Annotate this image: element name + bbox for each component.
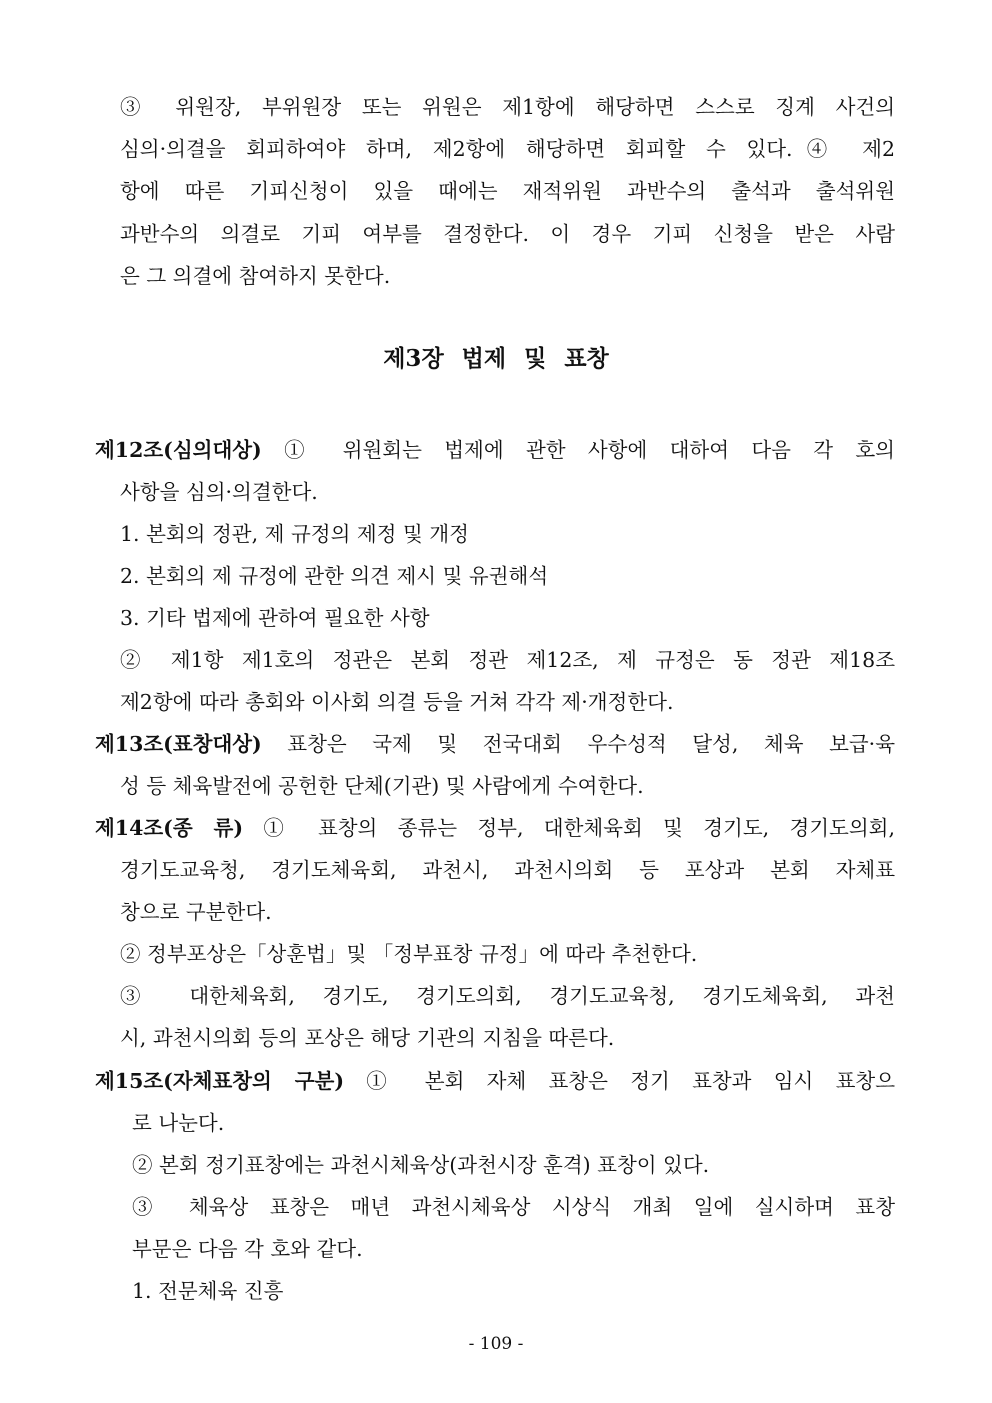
page-number: - 109 -	[468, 1334, 524, 1354]
article-13-first-line	[95, 729, 895, 759]
para-line: 심의·의결을 회피하여야 하며, 제2항에 해당하면 회피할 수 있다.④ 제2	[120, 137, 895, 161]
article-15-heading: 제15조(자체표창의 구분)	[95, 1069, 345, 1093]
article-14-line: 경기도교육청, 경기도체육회, 과천시, 과천시의회 등 포상과 본회 자체표	[120, 858, 895, 882]
article-13-heading: 제13조(표창대상)	[95, 732, 262, 756]
article-12-text: ① 위원회는 법제에 관한 사항에 대하여 다음 각 호의	[261, 438, 895, 462]
article-12-item-2: 2. 본회의 제 규정에 관한 의견 제시 및 유권해석	[120, 564, 549, 588]
article-12-item-1: 1. 본회의 정관, 제 규정의 제정 및 개정	[120, 522, 469, 546]
article-15-first-line	[95, 1066, 895, 1096]
article-12-heading: 제12조(심의대상)	[95, 438, 262, 462]
para-line: 항에 따른 기피신청이 있을 때에는 재적위원 과반수의 출석과 출석위원	[120, 179, 895, 203]
article-14-para3-line: ③ 대한체육회, 경기도, 경기도의회, 경기도교육청, 경기도체육회, 과천	[120, 984, 895, 1008]
article-15-text: ① 본회 자체 표창은 정기 표창과 임시 표창으	[344, 1069, 896, 1093]
article-15-para3-line: ③ 체육상 표창은 매년 과천시체육상 시상식 개최 일에 실시하며 표창	[132, 1195, 895, 1219]
article-15-para3-line: 부문은 다음 각 호와 같다.	[132, 1237, 363, 1261]
article-12-item-3: 3. 기타 법제에 관하여 필요한 사항	[120, 606, 430, 630]
chapter-title: 제3장 법제 및 표창	[383, 345, 609, 372]
para-line: 과반수의 의결로 기피 여부를 결정한다. 이 경우 기피 신청을 받은 사람	[120, 222, 895, 246]
article-13-text: 표창은 국제 및 전국대회 우수성적 달성, 체육 보급·육	[261, 732, 895, 756]
article-12-first-line	[95, 435, 895, 465]
article-15-line: 로 나눈다.	[132, 1111, 225, 1135]
article-14-text: ① 표창의 종류는 정부, 대한체육회 및 경기도, 경기도의회,	[243, 816, 895, 840]
article-14-para2: ② 정부포상은「상훈법」및 「정부표창 규정」에 따라 추천한다.	[120, 942, 698, 966]
article-14-first-line	[95, 813, 895, 843]
article-14-para3-line: 시, 과천시의회 등의 포상은 해당 기관의 지침을 따른다.	[120, 1026, 615, 1050]
article-12-line: 사항을 심의·의결한다.	[120, 480, 318, 504]
article-13-line: 성 등 체육발전에 공헌한 단체(기관) 및 사람에게 수여한다.	[120, 774, 644, 798]
article-14-heading: 제14조(종 류)	[95, 816, 244, 840]
article-15-para2: ② 본회 정기표창에는 과천시체육상(과천시장 훈격) 표창이 있다.	[132, 1153, 710, 1177]
article-14-line: 창으로 구분한다.	[120, 900, 272, 924]
article-15-item-1: 1. 전문체육 진흥	[132, 1279, 284, 1303]
article-12-para2-line: 제2항에 따라 총회와 이사회 의결 등을 거쳐 각각 제·개정한다.	[120, 690, 674, 714]
para-line: 은 그 의결에 참여하지 못한다.	[120, 264, 391, 288]
para-line: ③ 위원장, 부위원장 또는 위원은 제1항에 해당하면 스스로 징계 사건의	[120, 95, 895, 119]
article-12-para2-line: ② 제1항 제1호의 정관은 본회 정관 제12조, 제 규정은 동 정관 제18조	[120, 648, 895, 672]
